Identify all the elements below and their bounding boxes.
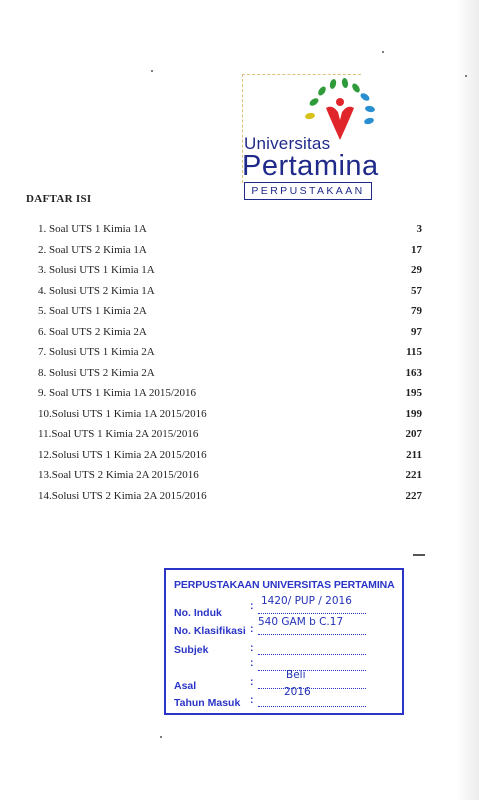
toc-item-label: 5. Soal UTS 1 Kimia 2A <box>38 305 147 317</box>
toc-item-page: 57 <box>411 284 422 297</box>
toc-item <box>38 243 422 264</box>
stamp-label-no-klasifikasi: No. Klasifikasi <box>174 625 246 637</box>
scan-speck <box>382 51 384 53</box>
toc-item <box>38 407 422 428</box>
scan-speck <box>413 554 425 556</box>
stamp-dotted-line <box>258 660 366 671</box>
toc-item-page: 227 <box>405 489 422 502</box>
toc-item-label: 14.Solusi UTS 2 Kimia 2A 2015/2016 <box>38 489 207 502</box>
toc-item-page: 79 <box>411 305 422 317</box>
toc-item <box>38 222 422 243</box>
toc-item-label: 10.Solusi UTS 1 Kimia 1A 2015/2016 <box>38 407 207 420</box>
stamp-dotted-line <box>258 644 366 655</box>
toc-item-page: 211 <box>406 448 422 461</box>
stamp-colon: : <box>250 600 254 612</box>
toc-item-label: 4. Solusi UTS 2 Kimia 1A <box>38 284 155 297</box>
toc-item <box>38 325 422 346</box>
logo-university-text: Universitas <box>244 134 331 153</box>
toc-item-page: 199 <box>405 407 422 420</box>
stamp-colon: : <box>250 657 254 669</box>
toc-item-label: 13.Soal UTS 2 Kimia 2A 2015/2016 <box>38 469 199 481</box>
stamp-dotted-line <box>258 678 366 689</box>
toc-item-label: 1. Soal UTS 1 Kimia 1A <box>38 223 147 235</box>
toc-item-page: 163 <box>405 366 422 379</box>
toc-item-label: 2. Soal UTS 2 Kimia 1A <box>38 243 147 256</box>
stamp-value-tahun-masuk: 2016 <box>284 686 311 698</box>
toc-item-page: 17 <box>411 243 422 256</box>
stamp-dotted-line <box>258 696 366 707</box>
toc-item-label: 9. Soal UTS 1 Kimia 1A 2015/2016 <box>38 387 196 399</box>
stamp-label-asal: Asal <box>174 680 197 692</box>
toc-item <box>38 448 422 469</box>
stamp-colon: : <box>250 642 254 654</box>
toc-item-page: 115 <box>406 346 422 358</box>
scan-speck <box>465 75 467 77</box>
university-logo <box>232 74 382 204</box>
stamp-value-asal: Beli <box>286 669 306 681</box>
stamp-label-no-induk: No. Induk <box>174 607 222 619</box>
toc-item-page: 195 <box>405 387 422 399</box>
stamp-value-no-induk: 1420/ PUP / 2016 <box>261 595 352 607</box>
toc-item-label: 12.Solusi UTS 1 Kimia 2A 2015/2016 <box>38 448 207 461</box>
toc-item-page: 29 <box>411 264 422 276</box>
toc-item <box>38 427 422 448</box>
logo-perpustakaan-box: PERPUSTAKAAN <box>244 182 372 200</box>
toc-item <box>38 468 422 489</box>
scan-speck <box>151 70 153 72</box>
logo-pertamina-text: Pertamina <box>242 150 379 182</box>
library-stamp <box>164 568 404 715</box>
stamp-colon: : <box>250 676 254 688</box>
scan-speck <box>160 736 162 738</box>
toc-item-label: 6. Soal UTS 2 Kimia 2A <box>38 325 147 338</box>
toc-list <box>38 222 422 509</box>
stamp-label-tahun-masuk: Tahun Masuk <box>174 697 241 709</box>
toc-item-page: 97 <box>411 325 422 338</box>
toc-item-label: 3. Solusi UTS 1 Kimia 1A <box>38 264 155 276</box>
toc-item <box>38 284 422 305</box>
toc-item <box>38 386 422 407</box>
stamp-colon: : <box>250 694 254 706</box>
stamp-colon: : <box>250 623 254 635</box>
toc-item-page: 221 <box>405 469 422 481</box>
stamp-title: PERPUSTAKAAN UNIVERSITAS PERTAMINA <box>174 579 395 591</box>
toc-item <box>38 489 422 510</box>
toc-item <box>38 366 422 387</box>
toc-item <box>38 304 422 325</box>
toc-item-page: 207 <box>405 428 422 440</box>
toc-item <box>38 345 422 366</box>
stamp-label-subjek: Subjek <box>174 644 209 656</box>
toc-item-label: 7. Solusi UTS 1 Kimia 2A <box>38 346 155 358</box>
toc-item-page: 3 <box>416 223 422 235</box>
toc-item <box>38 263 422 284</box>
stamp-value-no-klasifikasi: 540 GAM b C.17 <box>258 616 344 628</box>
toc-title: DAFTAR ISI <box>26 193 92 205</box>
page-edge-shadow <box>457 0 479 800</box>
toc-item-label: 8. Solusi UTS 2 Kimia 2A <box>38 366 155 379</box>
toc-item-label: 11.Soal UTS 1 Kimia 2A 2015/2016 <box>38 428 199 440</box>
